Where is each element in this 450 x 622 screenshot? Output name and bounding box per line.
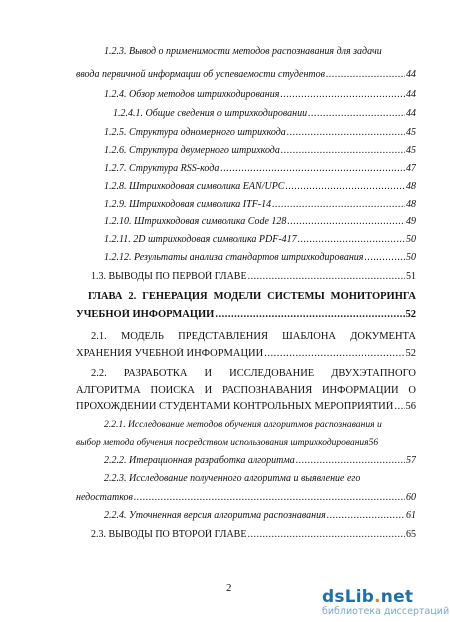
toc-entry-text: 2.2.3. Исследование полученного алгоритма и выявление его xyxy=(104,473,361,484)
toc-entry-text: 2.3. ВЫВОДЫ ПО ВТОРОЙ ГЛАВЕ xyxy=(91,529,247,540)
toc-entry-text: 2.2. РАЗРАБОТКА И ИССЛЕДОВАНИЕ ДВУХЭТАПНОГО xyxy=(91,368,416,379)
toc-entry-page: 47 xyxy=(406,163,416,174)
toc-leader-dots xyxy=(264,348,404,360)
page-number: 2 xyxy=(226,582,232,594)
toc-entry-page: 60 xyxy=(406,492,416,503)
watermark-logo-tld: net xyxy=(380,587,414,607)
toc-entry-2-2-3-cont xyxy=(76,492,416,504)
toc-entry-text: 1.2.4. Обзор методов штрихкодирования xyxy=(104,89,280,100)
toc-leader-dots xyxy=(281,145,405,157)
toc-entry-page: 52 xyxy=(405,348,416,359)
toc-leader-dots xyxy=(308,108,405,120)
toc-entry-page: 45 xyxy=(406,145,416,156)
toc-leader-dots xyxy=(287,216,405,228)
toc-entry-page: 44 xyxy=(406,108,416,119)
toc-entry-text: 1.2.5. Структура одномерного штрихкода xyxy=(104,127,286,138)
toc-entry-text: 2.2.2. Итерационная разработка алгоритма xyxy=(104,455,295,466)
toc-entry-page: 56 xyxy=(405,401,416,412)
toc-entry-1-2-4 xyxy=(104,89,416,101)
toc-entry-text: 2.2.1. Исследование методов обучения алгоритмов распознавания и xyxy=(104,419,382,430)
toc-leader-dots xyxy=(326,69,405,81)
toc-entry-text: 1.2.6. Структура двумерного штрихкода xyxy=(104,145,280,156)
toc-entry-page: 50 xyxy=(406,252,416,263)
toc-entry-text: 2.2.4. Уточненная версия алгоритма распознавания xyxy=(104,510,326,521)
toc-entry-2-2-4 xyxy=(104,510,416,522)
toc-entry-1-2-12 xyxy=(104,252,416,264)
toc-entry-1-2-9 xyxy=(104,199,416,211)
toc-entry-text: ХРАНЕНИЯ УЧЕБНОЙ ИНФОРМАЦИИ xyxy=(76,348,264,359)
toc-entry-page: 61 xyxy=(406,510,416,521)
toc-leader-dots xyxy=(134,492,405,504)
toc-entry-2-2-1 xyxy=(104,419,382,431)
toc-entry-text: 1.2.7. Структура RSS-кода xyxy=(104,163,220,174)
watermark-subtitle: библиотека диссертаций xyxy=(322,606,450,617)
toc-entry-text: 1.2.10. Штрихкодовая символика Code 128 xyxy=(104,216,287,227)
dslib-watermark[interactable] xyxy=(322,588,448,620)
toc-entry-page: 57 xyxy=(406,455,416,466)
toc-entry-page: 44 xyxy=(406,69,416,80)
watermark-logo-main: dsLib xyxy=(322,587,375,607)
toc-entry-1-2-8 xyxy=(104,181,416,193)
chapter-2-heading-cont xyxy=(76,309,416,321)
toc-entry-text: 1.2.12. Результаты анализа стандартов штрихкодирования xyxy=(104,252,364,263)
toc-entry-1-2-4-1 xyxy=(113,108,416,120)
toc-entry-page: 50 xyxy=(406,234,416,245)
toc-leader-dots xyxy=(285,181,405,193)
toc-entry-page: 52 xyxy=(405,309,416,320)
toc-entry-2-2-1-cont xyxy=(76,437,416,449)
toc-entry-1-2-5 xyxy=(104,127,416,139)
toc-entry-2-2-2 xyxy=(104,455,416,467)
toc-entry-text: ввода первичной информации об успеваемости студентов xyxy=(76,69,325,80)
toc-entry-page: 56 xyxy=(368,438,379,448)
toc-leader-dots xyxy=(280,89,405,101)
toc-entry-page: 65 xyxy=(406,529,416,540)
toc-entry-text: 2.1. МОДЕЛЬ ПРЕДСТАВЛЕНИЯ ШАБЛОНА ДОКУМЕНТА xyxy=(91,331,416,342)
toc-entry-1-2-11 xyxy=(104,234,416,246)
toc-entry-page: 44 xyxy=(406,89,416,100)
toc-leader-dots xyxy=(248,271,405,283)
toc-entry-text: 1.2.4.1. Общие сведения о штрихкодировании xyxy=(113,108,308,119)
toc-entry-page: 51 xyxy=(406,271,416,282)
toc-entry-1-2-3 xyxy=(104,46,382,58)
toc-entry-text: выбор метода обучения посредством использования штрихкодирования xyxy=(76,438,369,448)
toc-entry-2-2-line-3 xyxy=(76,401,416,413)
toc-entry-text: 1.2.9. Штрихкодовая символика ITF-14 xyxy=(104,199,272,210)
toc-leader-dots xyxy=(287,127,405,139)
toc-leader-dots xyxy=(247,529,405,541)
watermark-logo xyxy=(322,588,448,606)
toc-entry-2-2 xyxy=(91,367,416,380)
toc-entry-page: 45 xyxy=(406,127,416,138)
toc-leader-dots xyxy=(298,234,405,246)
toc-entry-2-1-cont xyxy=(76,348,416,360)
toc-leader-dots xyxy=(327,510,405,522)
toc-entry-text: ПРОХОЖДЕНИИ СТУДЕНТАМИ КОНТРОЛЬНЫХ МЕРОПРИЯТИЙ xyxy=(76,401,394,412)
toc-leader-dots xyxy=(394,401,404,413)
toc-entry-1-2-3-cont xyxy=(76,69,416,81)
toc-entry-1-3 xyxy=(91,271,416,283)
chapter-2-title-line-1: ГЛАВА 2. ГЕНЕРАЦИЯ МОДЕЛИ СИСТЕМЫ МОНИТОРИНГА xyxy=(88,291,416,302)
chapter-2-title-line-2: УЧЕБНОЙ ИНФОРМАЦИИ xyxy=(76,309,215,320)
toc-entry-page: 48 xyxy=(406,199,416,210)
toc-entry-page: 49 xyxy=(406,216,416,227)
toc-entry-page: 48 xyxy=(406,181,416,192)
toc-entry-2-2-line-2 xyxy=(76,384,416,397)
toc-leader-dots xyxy=(272,199,405,211)
watermark-logo-dot: . xyxy=(374,587,381,607)
toc-entry-2-3 xyxy=(91,529,416,541)
toc-entry-text: АЛГОРИТМА ПОИСКА И РАСПОЗНАВАНИЯ ИНФОРМАЦИИ О xyxy=(76,385,416,396)
chapter-2-heading xyxy=(88,290,416,303)
toc-entry-text: 1.3. ВЫВОДЫ ПО ПЕРВОЙ ГЛАВЕ xyxy=(91,271,247,282)
toc-entry-2-1 xyxy=(91,330,416,343)
toc-entry-1-2-7 xyxy=(104,163,416,175)
toc-leader-dots xyxy=(215,309,404,321)
toc-entry-2-2-3 xyxy=(104,473,360,485)
toc-leader-dots xyxy=(296,455,405,467)
toc-leader-dots xyxy=(364,252,405,264)
toc-entry-1-2-6 xyxy=(104,145,416,157)
toc-entry-text: 1.2.11. 2D штрихкодовая символика PDF-417 xyxy=(104,234,297,245)
toc-entry-text: недостатков xyxy=(76,492,133,503)
toc-entry-text: 1.2.8. Штрихкодовая символика EAN/UPC xyxy=(104,181,285,192)
toc-entry-1-2-10 xyxy=(104,216,416,228)
toc-leader-dots xyxy=(220,163,405,175)
toc-entry-text: 1.2.3. Вывод о применимости методов распознавания для задачи xyxy=(104,46,382,57)
